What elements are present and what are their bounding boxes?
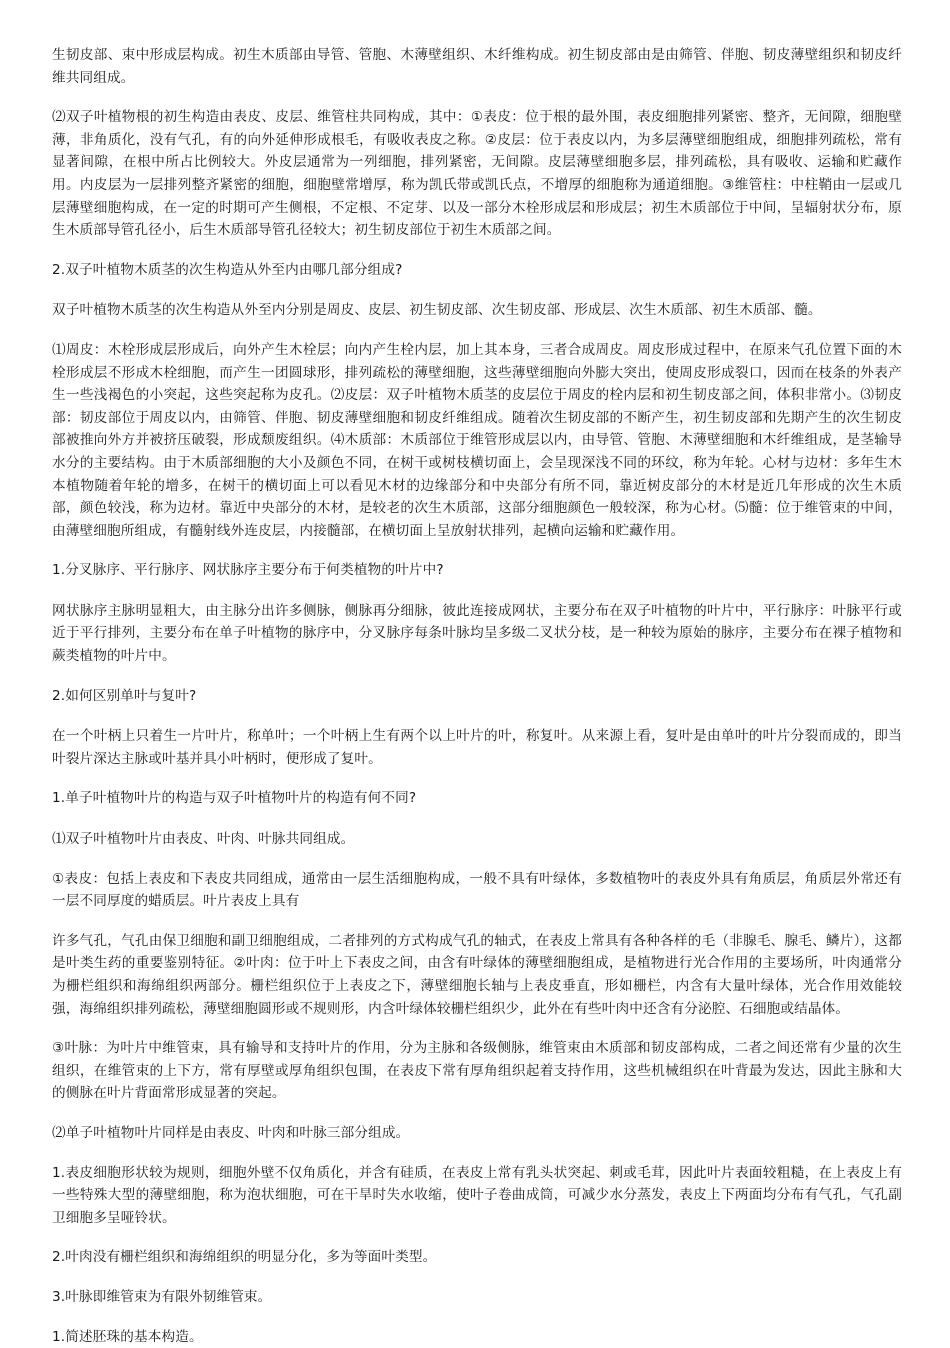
question-simple-vs-compound-leaf: 2.如何区别单叶与复叶? [52,687,197,704]
paragraph-phloem-composition: 生韧皮部、束中形成层构成。初生木质部由导管、管胞、木薄壁组织、木纤维构成。初生韧皮部由是由筛管、伴胞、韧皮薄壁组织和韧皮纤维共同组成。 [52,47,902,86]
paragraph-dicot-leaf-epidermis: ①表皮：包括上表皮和下表皮共同组成，通常由一层生活细胞构成，一般不具有叶绿体，多数植物叶的表皮外具有角质层，角质层外常还有一层不同厚度的蜡质层。叶片表皮上具有 [52,870,902,910]
answer-venation-types: 网状脉序主脉明显粗大，由主脉分出许多侧脉，侧脉再分细脉，彼此连接成网状，主要分布在双子叶植物的叶片中，平行脉序：叶脉平行或近于平行排列，主要分布在单子叶植物的脉序中，分叉脉序每条叶脉均呈多级二叉状分枝，是一种较为原始的脉序，主要分布在裸子植物和蕨类植物的叶片中。 [52,602,902,665]
paragraph-monocot-veins: 3.叶脉即维管束为有限外韧维管束。 [52,1288,272,1305]
answer-dicot-woody-stem: 双子叶植物木质茎的次生构造从外至内分别是周皮、皮层、初生韧皮部、次生韧皮部、形成层、次生木质部、初生木质部、髓。 [52,302,822,319]
paragraph-monocot-leaf-composition: ⑵单子叶植物叶片同样是由表皮、叶肉和叶脉三部分组成。 [52,1124,410,1141]
question-venation-types: 1.分叉脉序、平行脉序、网状脉序主要分布于何类植物的叶片中? [52,562,444,579]
paragraph-monocot-epidermis: 1.表皮细胞形状较为规则，细胞外壁不仅角质化，并含有硅质，在表皮上常有乳头状突起、刺或毛茸，因此叶片表面较粗糙，在上表皮上有一些特殊大型的薄壁细胞，称为泡状细胞，可在干旱时失水收缩，使叶子卷曲成筒，可减少水分蒸发，表皮上下两面均分布有气孔，气孔副卫细胞多呈哑铃状。 [52,1164,902,1226]
question-ovule-structure: 1.简述胚珠的基本构造。 [52,1328,203,1345]
answer-simple-vs-compound-leaf: 在一个叶柄上只着生一片叶片，称单叶；一个叶柄上生有两个以上叶片的叶，称复叶。从来源上看，复叶是由单叶的叶片分裂而成的，即当叶裂片深达主脉或叶基并具小叶柄时，便形成了复叶。 [52,728,902,767]
paragraph-monocot-mesophyll: 2.叶肉没有栅栏组织和海绵组织的明显分化，多为等面叶类型。 [52,1249,437,1266]
paragraph-stomata-mesophyll: 许多气孔，气孔由保卫细胞和副卫细胞组成，二者排列的方式构成气孔的轴式，在表皮上常具有各种各样的毛（非腺毛、腺毛、鳞片），这都是叶类生药的重要鉴别特征。②叶肉：位于叶上下表皮之间，由含有叶绿体的薄壁细胞组成，是植物进行光合作用的主要场所，叶肉通常分为栅栏组织和海绵组织两部分。栅栏组织位于上表皮之下，薄壁细胞长轴与上表皮垂直，形如栅栏，内含有大量叶绿体，光合作用效能较强，海绵组织排列疏松，薄壁细胞圆形或不规则形，内含叶绿体较栅栏组织少，此外在有些叶肉中还含有分泌腔、石细胞或结晶体。 [52,932,902,1017]
question-dicot-woody-stem: 2.双子叶植物木质茎的次生构造从外至内由哪几部分组成? [52,261,403,278]
paragraph-dicot-root-primary-structure: ⑵双子叶植物根的初生构造由表皮、皮层、维管柱共同构成，其中：①表皮：位于根的最外围，表皮细胞排列紧密、整齐，无间隙，细胞壁薄，非角质化，没有气孔，有的向外延伸形成根毛，有吸收表皮之称。②皮层：位于表皮以内，为多层薄壁细胞组成，细胞排列疏松，常有显著间隙，在根中所占比例较大。外皮层通常为一列细胞，排列紧密，无间隙。皮层薄壁细胞多层，排列疏松，具有吸收、运输和贮藏作用。内皮层为一层排列整齐紧密的细胞，细胞壁常增厚，称为凯氏带或凯氏点，不增厚的细胞称为通道细胞。③维管柱：中柱鞘由一层或几层薄壁细胞构成，在一定的时期可产生侧根，不定根、不定芽、以及一部分木栓形成层和形成层；初生木质部位于中间，呈辐射状分布，原生木质部导管孔径小，后生木质部导管孔径较大；初生韧皮部位于初生木质部之间。 [52,109,902,239]
paragraph-dicot-leaf-composition: ⑴双子叶植物叶片由表皮、叶肉、叶脉共同组成。 [52,831,355,848]
question-monocot-vs-dicot-leaf: 1.单子叶植物叶片的构造与双子叶植物叶片的构造有何不同? [52,790,417,807]
paragraph-periderm-to-pith: ⑴周皮：木栓形成层形成后，向外产生木栓层；向内产生栓内层，加上其本身，三者合成周皮。周皮形成过程中，在原来气孔位置下面的木栓形成层不形成木栓细胞，而产生一团圆球形，排列疏松的薄壁细胞，这些薄壁细胞向外膨大突出，使周皮形成裂口，因而在枝条的外表产生一些浅褐色的小突起，这些突起称为皮孔。⑵皮层：双子叶植物木质茎的皮层位于周皮的栓内层和初生韧皮部之间，体积非常小。⑶韧皮部：韧皮部位于周皮以内，由筛管、伴胞、韧皮薄壁细胞和韧皮纤维组成。随着次生韧皮部的不断产生，初生韧皮部和先期产生的次生韧皮部被推向外方并被挤压破裂，形成颓废组织。⑷木质部：木质部位于维管形成层以内，由导管、管胞、木薄壁细胞和木纤维组成，是茎输导水分的主要结构。由于木质部细胞的大小及颜色不同，在树干或树枝横切面上，会呈现深浅不同的环纹，称为年轮。心材与边材：多年生木本植物随着年轮的增多，在树干的横切面上可以看见木材的边缘部分和中央部分有所不同，靠近树皮部分的木材是近几年形成的次生木质部，颜色较浅，称为边材。靠近中央部分的木材，是较老的次生木质部，这部分细胞颜色一般较深，称为心材。⑸髓：位于维管束的中间，由薄壁细胞所组成，有髓射线外连皮层，内接髓部，在横切面上呈放射状排列，起横向运输和贮藏作用。 [52,341,902,539]
paragraph-leaf-veins: ③叶脉：为叶片中维管束，具有输导和支持叶片的作用，分为主脉和各级侧脉，维管束由木质部和韧皮部构成，二者之间还常有少量的次生组织，在维管束的上下方，常有厚壁或厚角组织包围，在表皮下常有厚角组织起着支持作用，这些机械组织在叶背最为发达，因此主脉和大的侧脉在叶片背面常形成显著的突起。 [52,1040,902,1102]
